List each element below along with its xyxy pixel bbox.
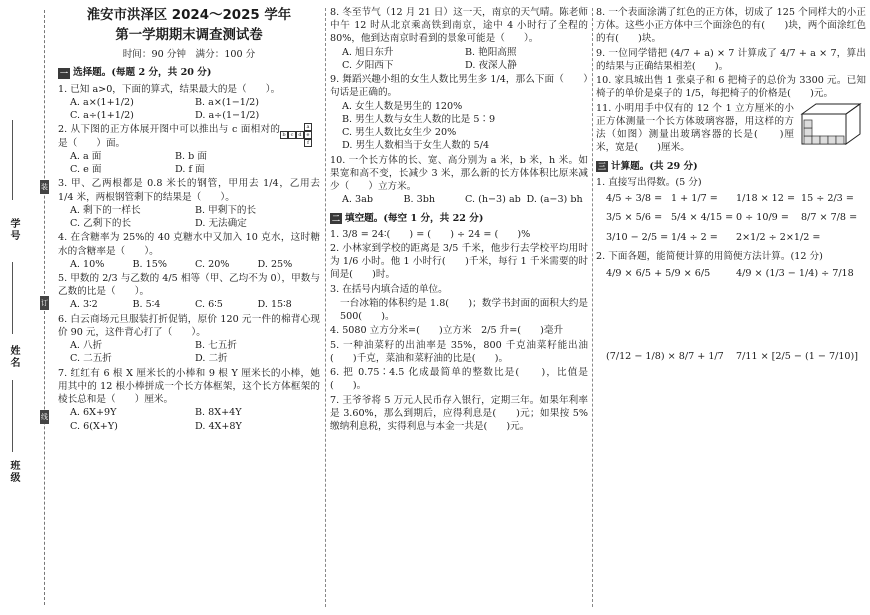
question-4: [58, 231, 320, 271]
option-c: C. 6(X+Y): [70, 420, 118, 432]
question-9: [330, 73, 588, 152]
question-stem: 6. 白云商场元旦服装打折促销，原价 120 元一件的棉背心现价 90 元，这件背心打了（ ）。: [58, 313, 320, 338]
fill-6: 6. 把 0.75∶4.5 化成最简单的整数比是( )，比值是( )。: [330, 367, 588, 392]
seal-mark: 装: [40, 180, 49, 194]
calc-item: 1/4 ÷ 2 =: [671, 231, 718, 243]
option-d: D. 25%: [257, 258, 293, 270]
option-a: A. 剩下的一样长: [70, 204, 141, 216]
calc-1-title: 1. 直接写出得数。(5 分): [596, 176, 702, 188]
calc-item: 3/10 − 2/5 =: [606, 231, 669, 243]
cube-net-figure: a b c d e f: [280, 123, 312, 147]
calc-item: 1 + 1/7 =: [671, 193, 718, 205]
exam-header: [58, 6, 320, 61]
option-c: C. 6∶5: [195, 299, 223, 311]
question-5: [58, 272, 320, 312]
option-a: A. 10%: [70, 258, 105, 270]
calc-item: 8/7 × 7/8 =: [801, 212, 858, 224]
option-c: C. 夕阳西下: [342, 59, 394, 71]
section-title: 计算题。(共 29 分): [611, 160, 698, 172]
calc-item: 0 ÷ 10/9 =: [736, 212, 789, 224]
option-d: D. (a−3) bh: [526, 194, 583, 206]
option-d: D. 无法确定: [195, 218, 247, 230]
class-line: [12, 380, 13, 452]
section-title: 选择题。(每题 2 分，共 20 分): [73, 67, 212, 79]
question-stem: 5. 甲数的 2/3 与乙数的 4/5 相等（甲、乙均不为 0），甲数与乙数的比是（ ）。: [58, 272, 320, 298]
calc-item: (7/12 − 1/8) × 8/7 + 1/7: [606, 351, 724, 363]
calc-2-grid: [596, 267, 866, 280]
column-3: [596, 2, 866, 612]
option-c: C. 20%: [195, 258, 230, 270]
question-6: [58, 313, 320, 366]
calc-item: 7/11 × [2/5 − (1 − 7/10)]: [736, 351, 859, 363]
option-b: B. 8X+4Y: [195, 407, 242, 419]
container-figure: [800, 102, 862, 146]
fill-3-body: 一台冰箱的体积约是 1.8( )；数学书封面的面积大约是 500( )。: [340, 297, 588, 323]
option-a: A. a 面: [70, 150, 102, 162]
option-b: B. 艳阳高照: [465, 46, 517, 58]
option-a: A. 八折: [70, 340, 103, 352]
section-icon: 三: [598, 160, 606, 171]
section-icon: 二: [332, 212, 340, 223]
calc-item: 4/5 ÷ 3/8 =: [606, 193, 663, 205]
question-stem: 8. 冬至节气（12 月 21 日）这一天，南京的天气晴。陈老师中午 12 时从北京乘高铁到南京，途中 4 小时行了全程的 80%，他到达南京时看到的景象可能是（ ）。: [330, 7, 588, 45]
option-d: D. 15∶8: [257, 299, 292, 311]
calc-item: 5/4 × 4/15 =: [671, 212, 734, 224]
calc-item: 15 ÷ 2/3 =: [801, 193, 854, 205]
option-d: D. a÷(1−1/2): [195, 110, 260, 122]
fill-3-stem: 3. 在括号内填合适的单位。: [330, 283, 448, 295]
column-divider: [592, 8, 593, 607]
student-number-line: [12, 120, 13, 200]
option-c: C. 男生人数比女生少 20%: [342, 127, 457, 139]
option-a: A. 女生人数是男生的 120%: [342, 100, 463, 112]
option-b: B. 5∶4: [132, 299, 161, 311]
option-d: D. 二折: [195, 353, 228, 365]
question-stem: 4. 在含糖率为 25%的 40 克糖水中又加入 10 克水，这时糖水的含糖率是（ ）。: [58, 232, 320, 257]
question-8: [330, 6, 588, 72]
question-1: [58, 83, 320, 123]
option-d: D. 夜深人静: [465, 59, 517, 71]
calc-item: 4/9 × 6/5 + 5/9 × 6/5: [606, 267, 711, 279]
question-stem: 10. 一个长方体的长、宽、高分别为 a 米，b 米，h 米。如果宽和高不变，长减少 3 米，那么新的长方体体积比原来减少（ ）立方米。: [330, 154, 588, 193]
column-2: [330, 2, 588, 612]
option-a: A. 3∶2: [70, 299, 98, 311]
name-line: [12, 262, 13, 334]
question-stem: 1. 已知 a>0，下面的算式，结果最大的是（ ）。: [58, 83, 281, 95]
question-stem: 9. 舞蹈兴趣小组的女生人数比男生多 1/4，那么下面（ ）句话是正确的。: [330, 74, 588, 99]
fill-8: 8. 一个表面涂满了红色的正方体，切成了 125 个同样大的小正方体。这些小正方体中三个面涂色的有( )块，两个面涂红色的有( )块。: [596, 7, 866, 45]
binding-strip: [0, 0, 50, 615]
calc-item: 2×1/2 ÷ 2×1/2 =: [736, 231, 821, 243]
fill-7: 7. 王爷爷将 5 万元人民币存入银行，定期三年。如果年利率是 3.60%，那么到期后，应得利息是( )元；如果按 5% 缴纳利息税，实得利息与本金一共是( )元。: [330, 394, 588, 433]
section-choice: [58, 66, 320, 79]
option-b: B. 3bh: [403, 194, 436, 206]
option-c: C. a÷(1+1/2): [70, 110, 134, 122]
section-calc: [596, 160, 866, 173]
name-label: 姓名: [8, 345, 19, 369]
calc-item: 4/9 × (1/3 − 1/4) ÷ 7/18: [736, 267, 854, 279]
class-label: 班级: [8, 460, 19, 484]
option-a: A. 3ab: [342, 194, 373, 206]
question-2: [58, 123, 320, 176]
option-c: C. (h−3) ab: [465, 194, 521, 206]
section-icon: 一: [60, 67, 68, 78]
section-title: 填空题。(每空 1 分，共 22 分): [345, 212, 484, 224]
fill-5: 5. 一种油菜籽的出油率是 35%，800 千克油菜籽能出油( )千克，菜油和菜籽油的比是( )。: [330, 339, 588, 364]
option-c: C. 乙剩下的长: [70, 218, 132, 230]
option-b: B. 男生人数与女生人数的比是 5∶9: [342, 113, 496, 125]
fill-11: 11. 小明用手中仅有的 12 个 1 立方厘米的小正方体测量一个长方体玻璃容器，用这样的方法（如图）测量出玻璃容器的长是( )厘米，宽是( )厘米。: [596, 102, 866, 155]
question-stem: 2. 从下图的正方体展开图中可以推出与 c 面相对的是（ ）面。: [58, 124, 280, 149]
option-b: B. b 面: [175, 150, 207, 162]
exam-title-line1: 淮安市洪泽区 2024～2025 学年: [86, 8, 292, 23]
column-divider: [325, 8, 326, 607]
exam-title-line2: 第一学期期末调查测试卷: [115, 28, 263, 44]
option-b: B. 七五折: [195, 340, 237, 352]
calc-item: 1/18 × 12 =: [736, 193, 795, 205]
fill-1: 1. 3/8 = 24∶( ) = ( ) ÷ 24 = ( )%: [330, 228, 531, 240]
question-7: [58, 367, 320, 433]
option-c: C. e 面: [70, 164, 102, 176]
seal-mark: 订: [40, 296, 49, 310]
option-a: A. 旭日东升: [342, 46, 394, 58]
option-c: C. 二五折: [70, 353, 112, 365]
student-number-label: 学号: [8, 218, 19, 242]
fill-2: 2. 小林家到学校的距离是 3/5 千米，他步行去学校平均用时为 1/6 小时。他 1 小时行( )千米，每行 1 千米需要的时间是( )时。: [330, 242, 588, 281]
fill-10: 10. 家具城出售 1 张桌子和 6 把椅子的总价为 3300 元。已知椅子的单价是桌子的 1/5，每把椅子的价格是( )元。: [596, 75, 866, 100]
calc-2-grid-row2: [596, 350, 866, 363]
question-10: [330, 154, 588, 207]
fill-9: 9. 一位同学错把 (4/7 + a) × 7 计算成了 4/7 + a × 7，算出的结果与正确结果相差( )。: [596, 47, 866, 72]
question-stem: 7. 红红有 6 根 X 厘米长的小棒和 9 根 Y 厘米长的小棒，她用其中的 12 根小棒拼成一个长方体框架，这个长方体框架的棱长总和是（ ）厘米。: [58, 367, 320, 406]
option-b: B. 15%: [132, 258, 167, 270]
section-fill: [330, 212, 588, 225]
exam-time-score: 时间：90 分钟 满分：100 分: [122, 49, 256, 61]
column-1: [58, 2, 320, 612]
question-stem: 3. 甲、乙两根都是 0.8 米长的钢管，甲用去 1/4，乙用去 1/4 米，两根钢管剩下的结果是（ ）。: [58, 178, 320, 203]
option-d: D. f 面: [175, 164, 205, 176]
option-d: D. 4X+8Y: [195, 420, 242, 432]
calc-2-title: 2. 下面各题，能简便计算的用简便方法计算。(12 分): [596, 250, 823, 262]
option-a: A. 6X+9Y: [70, 407, 117, 419]
option-b: B. 甲剩下的长: [195, 204, 257, 216]
option-d: D. 男生人数相当于女生人数的 5/4: [342, 140, 490, 152]
calc-item: 3/5 × 5/6 =: [606, 212, 663, 224]
seal-mark: 线: [40, 410, 49, 424]
option-b: B. a×(1−1/2): [195, 96, 259, 108]
calc-1-grid: [596, 192, 866, 244]
fill-4: 4. 5080 立方分米=( )立方米 2/5 升=( )毫升: [330, 325, 564, 337]
option-a: A. a×(1+1/2): [70, 96, 134, 108]
question-3: [58, 177, 320, 230]
